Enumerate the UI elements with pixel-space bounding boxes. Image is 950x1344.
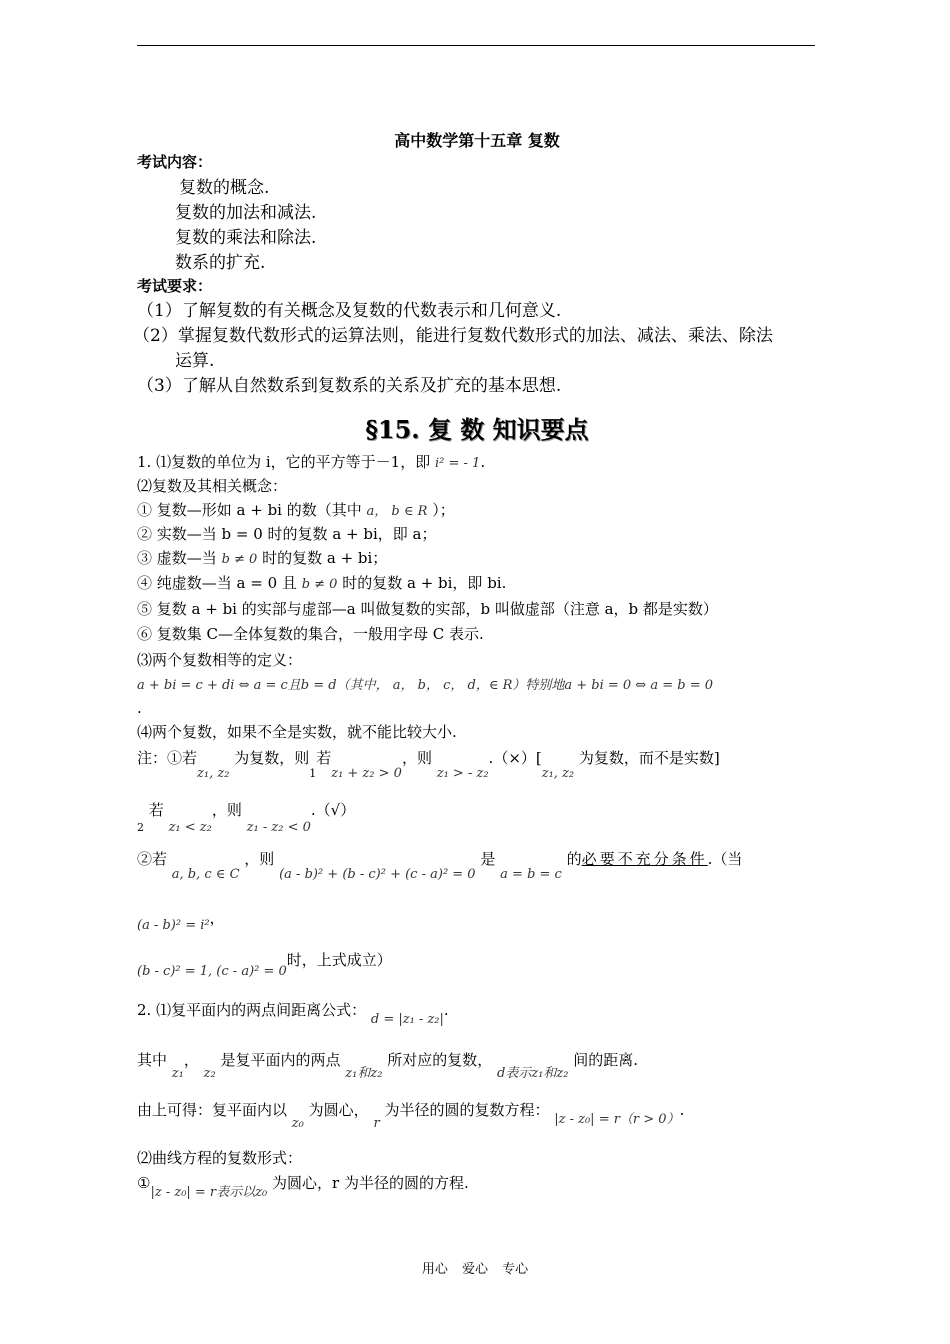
exam-content-item: 复数的加法和减法. bbox=[175, 203, 317, 223]
formula: z₁, z₂ bbox=[197, 766, 230, 781]
curve-equation-1 bbox=[137, 1173, 469, 1200]
text: 所对应的复数， bbox=[387, 1051, 493, 1069]
formula: a, b, c ∈ C bbox=[171, 867, 240, 882]
text: 时的复数 a + bi； bbox=[262, 549, 388, 567]
formula: d = |z₁ - z₂| bbox=[370, 1012, 444, 1027]
note-4 bbox=[137, 908, 225, 933]
text: ① 复数—形如 a + bi 的数（其中 bbox=[137, 501, 362, 519]
page-footer: 用心 爱心 专心 bbox=[421, 1262, 529, 1277]
concept-6: ⑥ 复数集 C—全体复数的集合，一般用字母 C 表示. bbox=[137, 625, 484, 643]
text: 间的距离. bbox=[573, 1051, 639, 1069]
note-2 bbox=[137, 800, 356, 835]
circle-equation bbox=[137, 1100, 685, 1131]
point-3: ⑶两个复数相等的定义： bbox=[137, 651, 303, 669]
formula: z₁ + z₂ > 0 bbox=[331, 766, 402, 781]
text: 若 bbox=[316, 749, 332, 767]
text: ③ 虚数—当 bbox=[137, 549, 217, 567]
exam-req-2a: （2）掌握复数代数形式的运算法则，能进行复数代数形式的加法、减法、乘法、除法 bbox=[133, 326, 773, 346]
text: .（当 bbox=[707, 850, 743, 868]
formula: z₁ bbox=[171, 1066, 184, 1081]
text: . bbox=[443, 1001, 449, 1019]
note-1 bbox=[137, 748, 720, 781]
text: 为复数，则 bbox=[234, 749, 310, 767]
exam-req-heading: 考试要求： bbox=[137, 277, 213, 295]
number: 1 bbox=[309, 767, 317, 780]
formula: |z - z₀| = r（r > 0） bbox=[554, 1112, 680, 1127]
distance-explain bbox=[137, 1050, 639, 1081]
exam-content-heading: 考试内容： bbox=[137, 153, 213, 171]
formula: z₁ - z₂ < 0 bbox=[246, 820, 311, 835]
formula: r bbox=[373, 1116, 380, 1131]
formula: z₁, z₂ bbox=[541, 766, 575, 781]
formula: (b - c)² = 1, (c - a)² = 0 bbox=[137, 964, 287, 979]
text: 由上可得：复平面内以 bbox=[137, 1101, 288, 1119]
exam-content-item: 复数的概念. bbox=[179, 178, 270, 198]
point-1: 1. ⑴复数的单位为 i，它的平方等于－1，即 i² = - 1. bbox=[137, 453, 486, 471]
formula: b ≠ 0 bbox=[221, 552, 258, 567]
text: 时，上式成立） bbox=[286, 951, 392, 969]
text: 为复数，而不是实数] bbox=[578, 749, 720, 767]
distance-formula bbox=[137, 1000, 449, 1027]
exam-content-item: 数系的扩充. bbox=[175, 253, 266, 273]
formula: a， b ∈ R bbox=[366, 504, 428, 519]
exam-req-2b: 运算. bbox=[175, 351, 215, 371]
formula: d表示z₁和z₂ bbox=[497, 1066, 569, 1081]
exam-req-1: （1）了解复数的有关概念及复数的代数表示和几何意义. bbox=[137, 301, 562, 321]
header-rule bbox=[137, 45, 815, 46]
note-5 bbox=[137, 950, 392, 979]
equality-dot: . bbox=[137, 699, 142, 717]
text: ）； bbox=[432, 501, 455, 519]
curve-equation-heading: ⑵曲线方程的复数形式： bbox=[137, 1149, 303, 1167]
text: ，则 bbox=[211, 801, 242, 819]
text: ②若 bbox=[137, 850, 168, 868]
formula: (a - b)² = i² bbox=[137, 918, 210, 933]
text: 1. ⑴复数的单位为 i，它的平方等于－1，即 bbox=[137, 453, 431, 471]
text: .（×）[ bbox=[488, 749, 542, 767]
formula: z₁和z₂ bbox=[345, 1066, 383, 1081]
point-4: ⑷两个复数，如果不全是实数，就不能比较大小. bbox=[137, 723, 457, 741]
exam-content-item: 复数的乘法和除法. bbox=[175, 228, 317, 248]
text: .（√） bbox=[310, 801, 356, 819]
text: 是 bbox=[480, 850, 496, 868]
text: 为圆心， bbox=[308, 1101, 369, 1119]
text: . bbox=[679, 1101, 685, 1119]
text: 是复平面内的两点 bbox=[220, 1051, 341, 1069]
text: 注：①若 bbox=[137, 749, 198, 767]
formula: z₀ bbox=[291, 1116, 304, 1131]
text: 为圆心，r 为半径的圆的方程. bbox=[272, 1174, 469, 1192]
text: ① bbox=[137, 1174, 151, 1192]
note-3 bbox=[137, 849, 817, 882]
concept-3 bbox=[137, 548, 387, 570]
equality-formula: a + bi = c + di ⇔ a = c且b = d（其中， a， b， c， d，∈ R）特别地a + bi = 0 ⇔ a = b = 0 bbox=[137, 678, 713, 693]
text: 为半径的圆的复数方程： bbox=[384, 1101, 550, 1119]
document-title: 高中数学第十五章 复数 bbox=[394, 131, 560, 150]
concept-2: ② 实数—当 b = 0 时的复数 a + bi，即 a； bbox=[137, 525, 437, 543]
formula: (a - b)² + (b - c)² + (c - a)² = 0 bbox=[279, 867, 476, 882]
formula: z₂ bbox=[203, 1066, 216, 1081]
formula: b ≠ 0 bbox=[301, 577, 338, 592]
text: 其中 bbox=[137, 1051, 168, 1069]
point-2: ⑵复数及其相关概念： bbox=[137, 477, 288, 495]
text: 的 bbox=[566, 850, 582, 868]
text: ， bbox=[183, 1051, 199, 1069]
text: ④ 纯虚数—当 a = 0 且 bbox=[137, 574, 297, 592]
concept-1 bbox=[137, 500, 455, 522]
number: 2 bbox=[137, 821, 144, 834]
formula: z₁ < z₂ bbox=[168, 820, 212, 835]
formula: a = b = c bbox=[500, 867, 562, 882]
formula: |z - z₀| = r表示以z₀ bbox=[150, 1185, 268, 1200]
exam-req-3: （3）了解从自然数系到复数系的关系及扩充的基本思想. bbox=[137, 376, 562, 396]
formula: z₁ > - z₂ bbox=[436, 766, 489, 781]
text: 时的复数 a + bi，即 bi. bbox=[342, 574, 507, 592]
text: 若 bbox=[148, 801, 164, 819]
underlined-text: 必要不充分条件 bbox=[581, 850, 708, 868]
text: 2. ⑴复平面内的两点间距离公式： bbox=[137, 1001, 367, 1019]
text: ，则 bbox=[401, 749, 432, 767]
formula: i² = - 1 bbox=[434, 456, 481, 471]
text: ， bbox=[209, 909, 225, 927]
section-title: §15. 复 数 知识要点 bbox=[365, 415, 589, 444]
text: ，则 bbox=[244, 850, 275, 868]
concept-4 bbox=[137, 573, 506, 595]
concept-5: ⑤ 复数 a + bi 的实部与虚部—a 叫做复数的实部，b 叫做虚部（注意 a，b 都是实数） bbox=[137, 600, 718, 618]
